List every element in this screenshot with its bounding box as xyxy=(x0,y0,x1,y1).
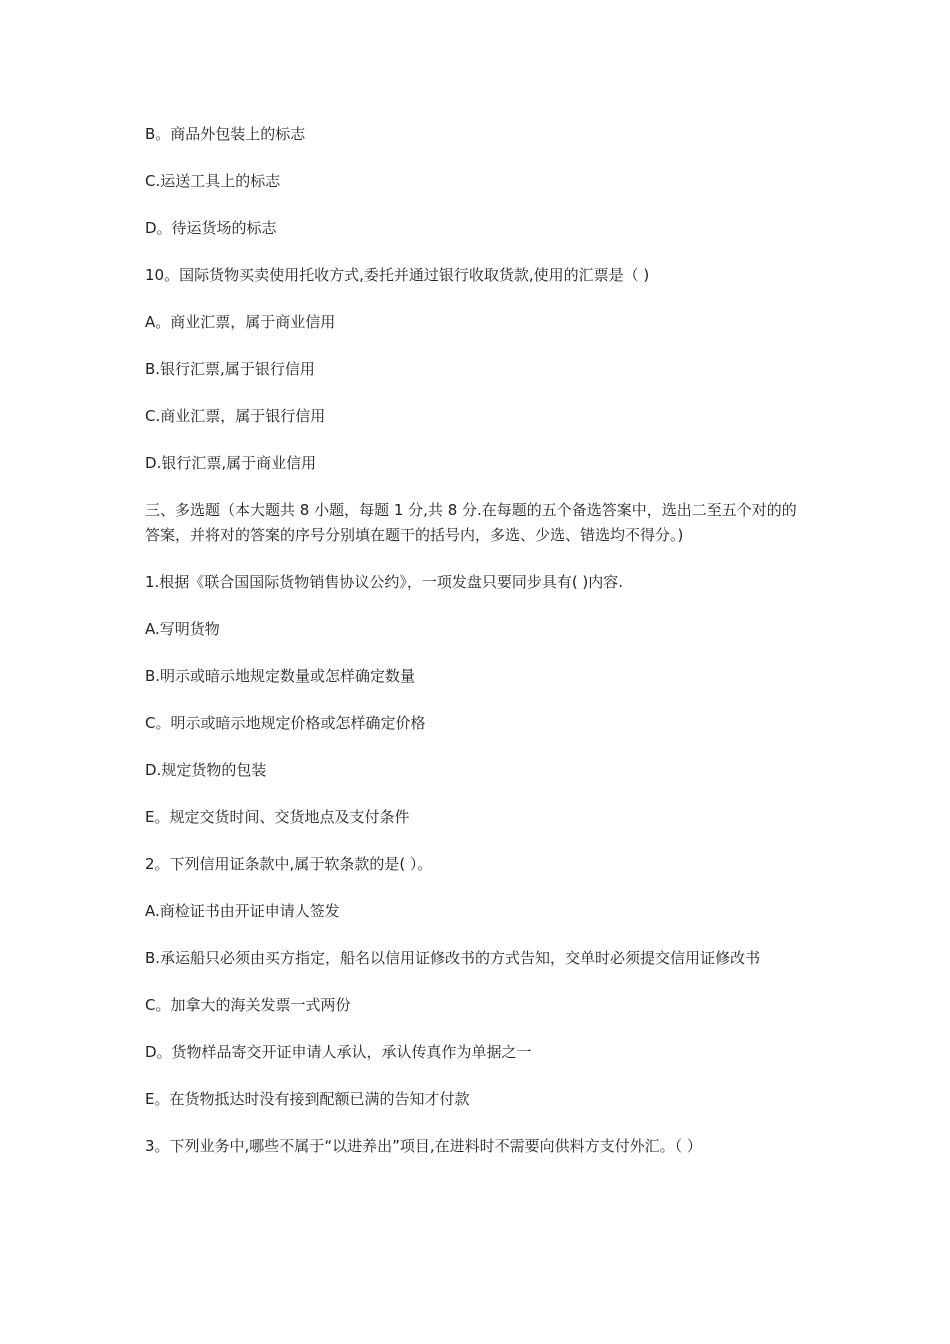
mc2-option-c: C。加拿大的海关发票一式两份 xyxy=(145,996,351,1014)
option-b-packaging-mark: B。商品外包装上的标志 xyxy=(145,125,306,143)
section-heading-multiple-choice: 三、多选题（本大题共 8 小题，每题 1 分,共 8 分.在每题的五个备选答案中，选出二至五个对的的答案，并将对的答案的序号分别填在题干的括号内，多选、少选、错选均不得分。) xyxy=(145,501,797,544)
mc-question-2: 2。下列信用证条款中,属于软条款的是( ）。 xyxy=(145,855,433,873)
document-body xyxy=(145,122,805,1181)
q10-option-b: B.银行汇票,属于银行信用 xyxy=(145,360,315,378)
mc2-option-b: B.承运船只必须由买方指定，船名以信用证修改书的方式告知，交单时必须提交信用证修改书 xyxy=(145,949,761,967)
mc1-option-c: C。明示或暗示地规定价格或怎样确定价格 xyxy=(145,714,426,732)
mc1-option-e: E。规定交货时间、交货地点及支付条件 xyxy=(145,808,410,826)
mc1-option-a: A.写明货物 xyxy=(145,620,220,638)
mc2-option-a: A.商检证书由开证申请人签发 xyxy=(145,902,340,920)
option-d-yard-mark: D。待运货场的标志 xyxy=(145,219,277,237)
q10-option-c: C.商业汇票，属于银行信用 xyxy=(145,407,326,425)
mc-question-1: 1.根据《联合国国际货物销售协议公约》，一项发盘只要同步具有( )内容. xyxy=(145,573,624,591)
mc-question-3: 3。下列业务中,哪些不属于“以进养出”项目,在进料时不需要向供料方支付外汇。（ ） xyxy=(145,1137,702,1155)
mc2-option-d: D。货物样品寄交开证申请人承认，承认传真作为单据之一 xyxy=(145,1043,532,1061)
question-10: 10。国际货物买卖使用托收方式,委托并通过银行收取货款,使用的汇票是（ ) xyxy=(145,266,650,284)
q10-option-d: D.银行汇票,属于商业信用 xyxy=(145,454,317,472)
option-c-transport-mark: C.运送工具上的标志 xyxy=(145,172,281,190)
mc1-option-d: D.规定货物的包装 xyxy=(145,761,267,779)
mc2-option-e: E。在货物抵达时没有接到配额已满的告知才付款 xyxy=(145,1090,470,1108)
q10-option-a: A。商业汇票，属于商业信用 xyxy=(145,313,336,331)
mc1-option-b: B.明示或暗示地规定数量或怎样确定数量 xyxy=(145,667,416,685)
